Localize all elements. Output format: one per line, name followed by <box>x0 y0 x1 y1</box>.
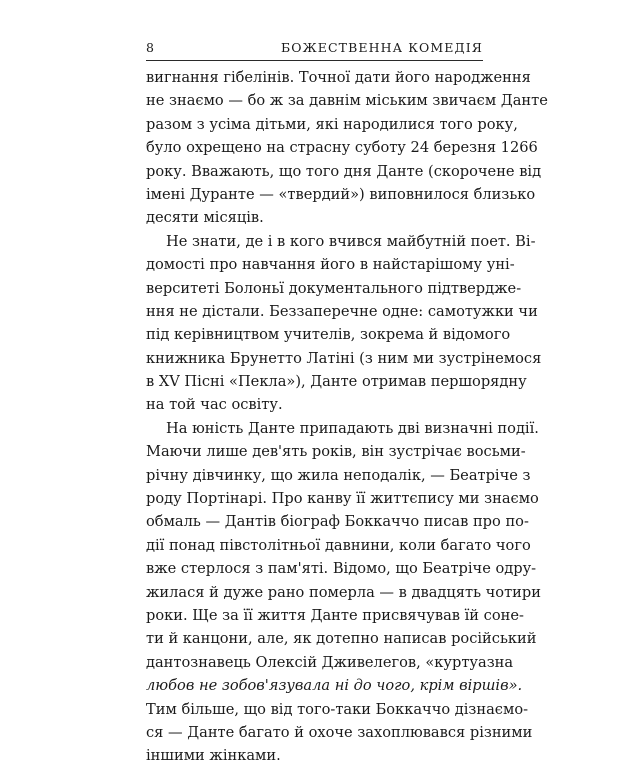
paragraph-1 <box>146 66 548 230</box>
text-line: іншими жінками. <box>146 747 281 765</box>
text-line: книжника Брунетто Латіні (з ним ми зустрінемося <box>146 349 542 367</box>
text-line: любов не зобов'язувала ні до чого, крім віршів». <box>146 677 523 695</box>
running-head <box>146 40 483 58</box>
paragraph-2 <box>146 230 542 417</box>
text-line: імені Дуранте — «твердий») виповнилося близько <box>146 185 536 203</box>
text-line: вже стерлося з пам'яті. Відомо, що Беатріче одру- <box>146 560 537 578</box>
text-line: верситеті Болоньї документального підтвердже- <box>146 279 522 297</box>
text-line: не знаємо — бо ж за давнім міським звичаєм Данте <box>146 92 548 110</box>
header-rule <box>146 60 483 61</box>
text-line: було охрещено на страсну суботу 24 березня 1266 <box>146 139 538 157</box>
text-line: вигнання гібелінів. Точної дати його народження <box>146 69 531 86</box>
text-line: під керівництвом учителів, зокрема й відомого <box>146 326 511 344</box>
text-line: в XV Пісні «Пекла»), Данте отримав першорядну <box>146 373 527 391</box>
text-line: річну дівчинку, що жила неподалік, — Беатріче з <box>146 466 531 484</box>
text-line: роки. Ще за її життя Данте присвячував їй соне- <box>146 606 524 624</box>
text-line: разом з усіма дітьми, які народилися того року, <box>146 115 518 133</box>
text-line: Тим більше, що від того-таки Боккаччо дізнаємо- <box>146 700 529 718</box>
text-line: ння не дістали. Беззаперечне одне: самотужки чи <box>146 302 538 320</box>
text-line: ти й канцони, але, як дотепно написав російський <box>146 630 537 648</box>
text-line: Не знати, де і в кого вчився майбутній поет. Ві- <box>166 232 536 250</box>
text-line: Маючи лише дев'ять років, він зустрічає восьми- <box>146 443 526 461</box>
text-line: дантознавець Олексій Дживелегов, «куртуазна <box>146 653 514 671</box>
text-line: жилася й дуже рано померла — в двадцять чотири <box>146 583 541 601</box>
page-number: 8 <box>146 40 156 55</box>
text-line: десяти місяців. <box>146 209 264 227</box>
body-text <box>146 66 548 768</box>
text-line: обмаль — Дантів біограф Боккаччо писав про по- <box>146 513 529 531</box>
text-line: року. Вважають, що того дня Данте (скорочене від <box>146 162 542 180</box>
text-line: дії понад півстолітньої давнини, коли багато чого <box>146 536 531 554</box>
text-line: роду Портінарі. Про канву її життєпису ми знаємо <box>146 490 539 508</box>
text-line: На юність Данте припадають дві визначні події. <box>166 419 539 437</box>
text-line: домості про навчання його в найстарішому уні- <box>146 256 515 274</box>
text-line: на той час освіту. <box>146 396 283 414</box>
paragraph-3 <box>146 417 541 768</box>
text-line: ся — Данте багато й охоче захоплювався різними <box>146 723 533 741</box>
book-title: БОЖЕСТВЕННА КОМЕДІЯ <box>281 40 483 55</box>
